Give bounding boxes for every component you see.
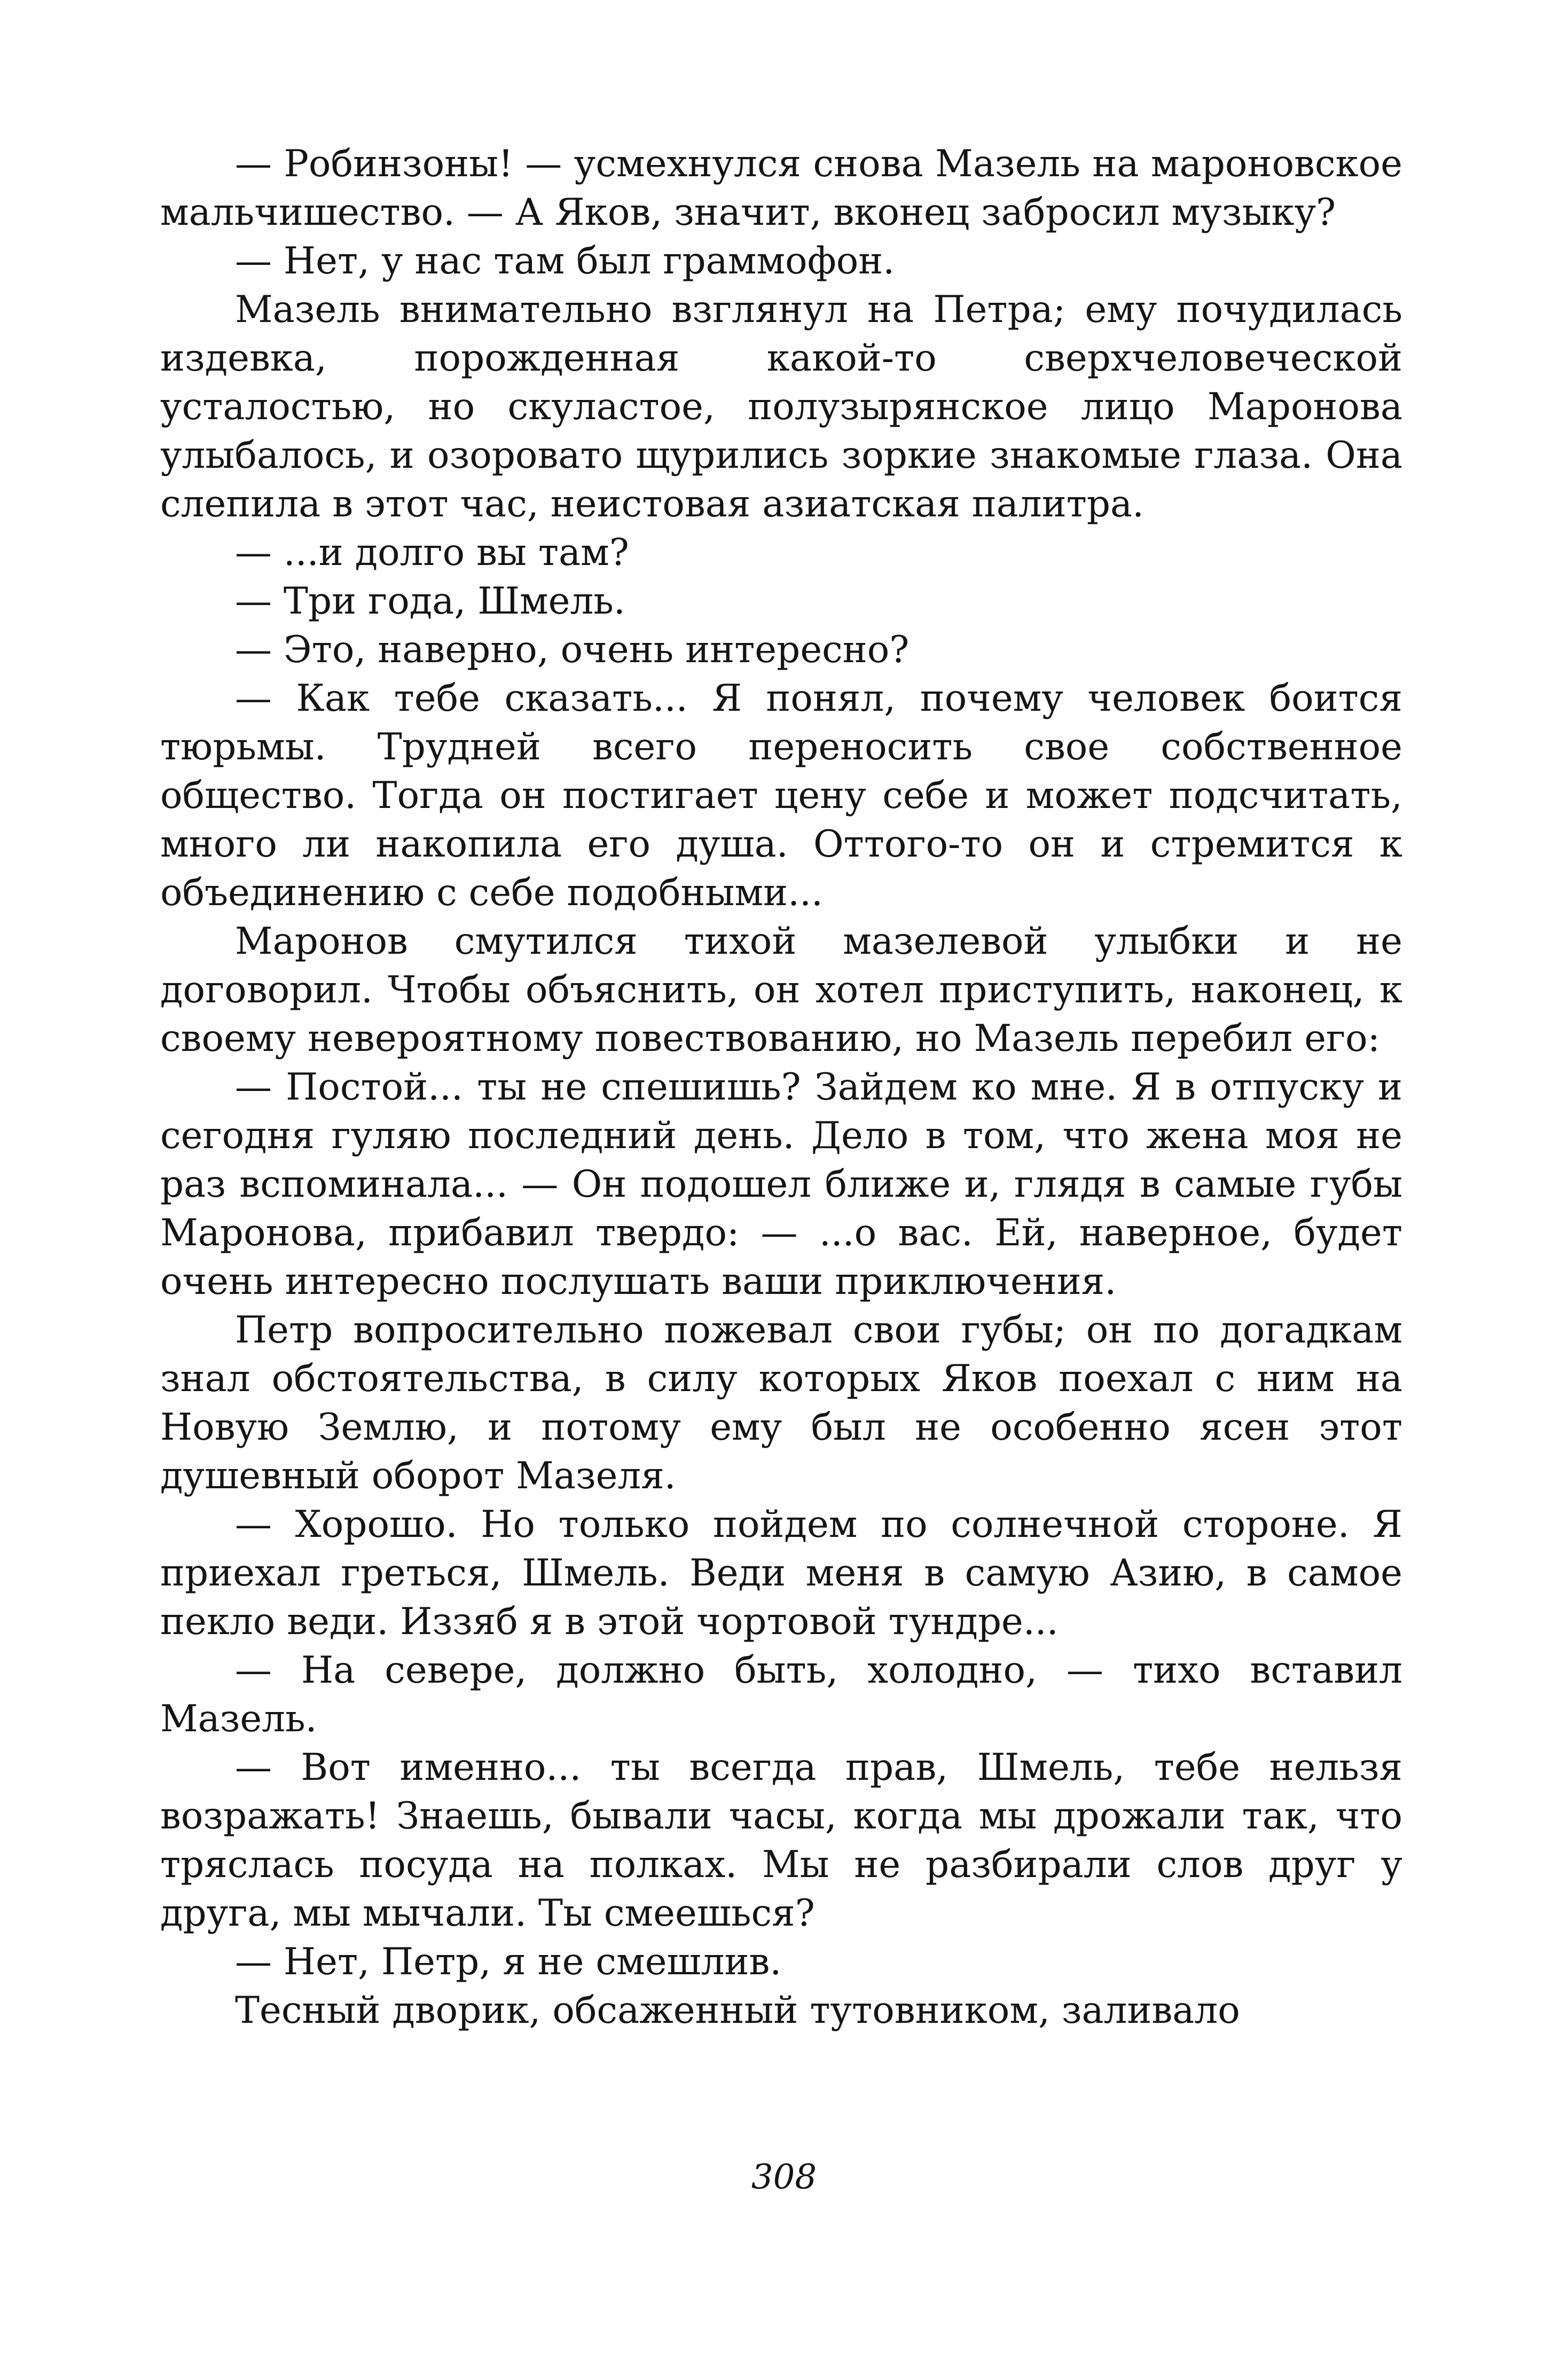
- paragraph: — Хорошо. Но только пойдем по солнечной стороне. Я приехал греться, Шмель. Веди меня в самую Азию, в самое пекло веди. Иззяб я в этой чортовой тундре...: [160, 1503, 1402, 1643]
- paragraph: Маронов смутился тихой мазелевой улыбки и не договорил. Чтобы объяснить, он хотел приступить, наконец, к своему невероятному повествованию, но Мазель перебил его:: [160, 920, 1402, 1060]
- paragraph: — Нет, Петр, я не смешлив.: [235, 1941, 782, 1983]
- paragraph: — ...и долго вы там?: [235, 531, 629, 574]
- paragraph: Тесный дворик, обсаженный тутовником, заливало: [235, 1989, 1240, 2032]
- paragraph: — Это, наверно, очень интересно?: [235, 629, 910, 671]
- paragraph: — Вот именно... ты всегда прав, Шмель, тебе нельзя возражать! Знаешь, бывали часы, когда мы дрожали так, что тряслась посуда на полках. Мы не разбирали слов друг у друга, мы мычали. Ты смеешься?: [160, 1746, 1402, 1935]
- page-number: 308: [751, 2157, 817, 2197]
- paragraph: — Постой... ты не спешишь? Зайдем ко мне. Я в отпуску и сегодня гуляю последний день. Дело в том, что жена моя не раз вспоминала... — Он подошел ближе и, глядя в самые губы Маронова, прибавил твердо: — ...о вас. Ей, наверное, будет очень интересно послушать ваши приключения.: [160, 1066, 1402, 1303]
- paragraph: — Три года, Шмель.: [235, 580, 625, 623]
- paragraph: — Робинзоны! — усмехнулся снова Мазель на мароновское мальчишество. — А Яков, значит, вконец забросил музыку?: [160, 143, 1402, 234]
- paragraph: Мазель внимательно взглянул на Петра; ему почудилась издевка, порожденная какой-то сверхчеловеческой усталостью, но скуластое, полузырянское лицо Маронова улыбалось, и озоровато щурились зоркие знакомые глаза. Она слепила в этот час, неистовая азиатская палитра.: [160, 288, 1402, 525]
- paragraph: — Нет, у нас там был граммофон.: [235, 240, 895, 282]
- paragraph: — Как тебе сказать... Я понял, почему человек боится тюрьмы. Трудней всего переносить свое собственное общество. Тогда он постигает цену себе и может подсчитать, много ли накопила его душа. Оттого-то он и стремится к объединению с себе подобными...: [160, 677, 1402, 914]
- paragraph: — На севере, должно быть, холодно, — тихо вставил Мазель.: [160, 1649, 1402, 1740]
- page-body-text: [160, 140, 1402, 2035]
- paragraph: Петр вопросительно пожевал свои губы; он по догадкам знал обстоятельства, в силу которых Яков поехал с ним на Новую Землю, и потому ему был не особенно ясен этот душевный оборот Мазеля.: [160, 1309, 1402, 1497]
